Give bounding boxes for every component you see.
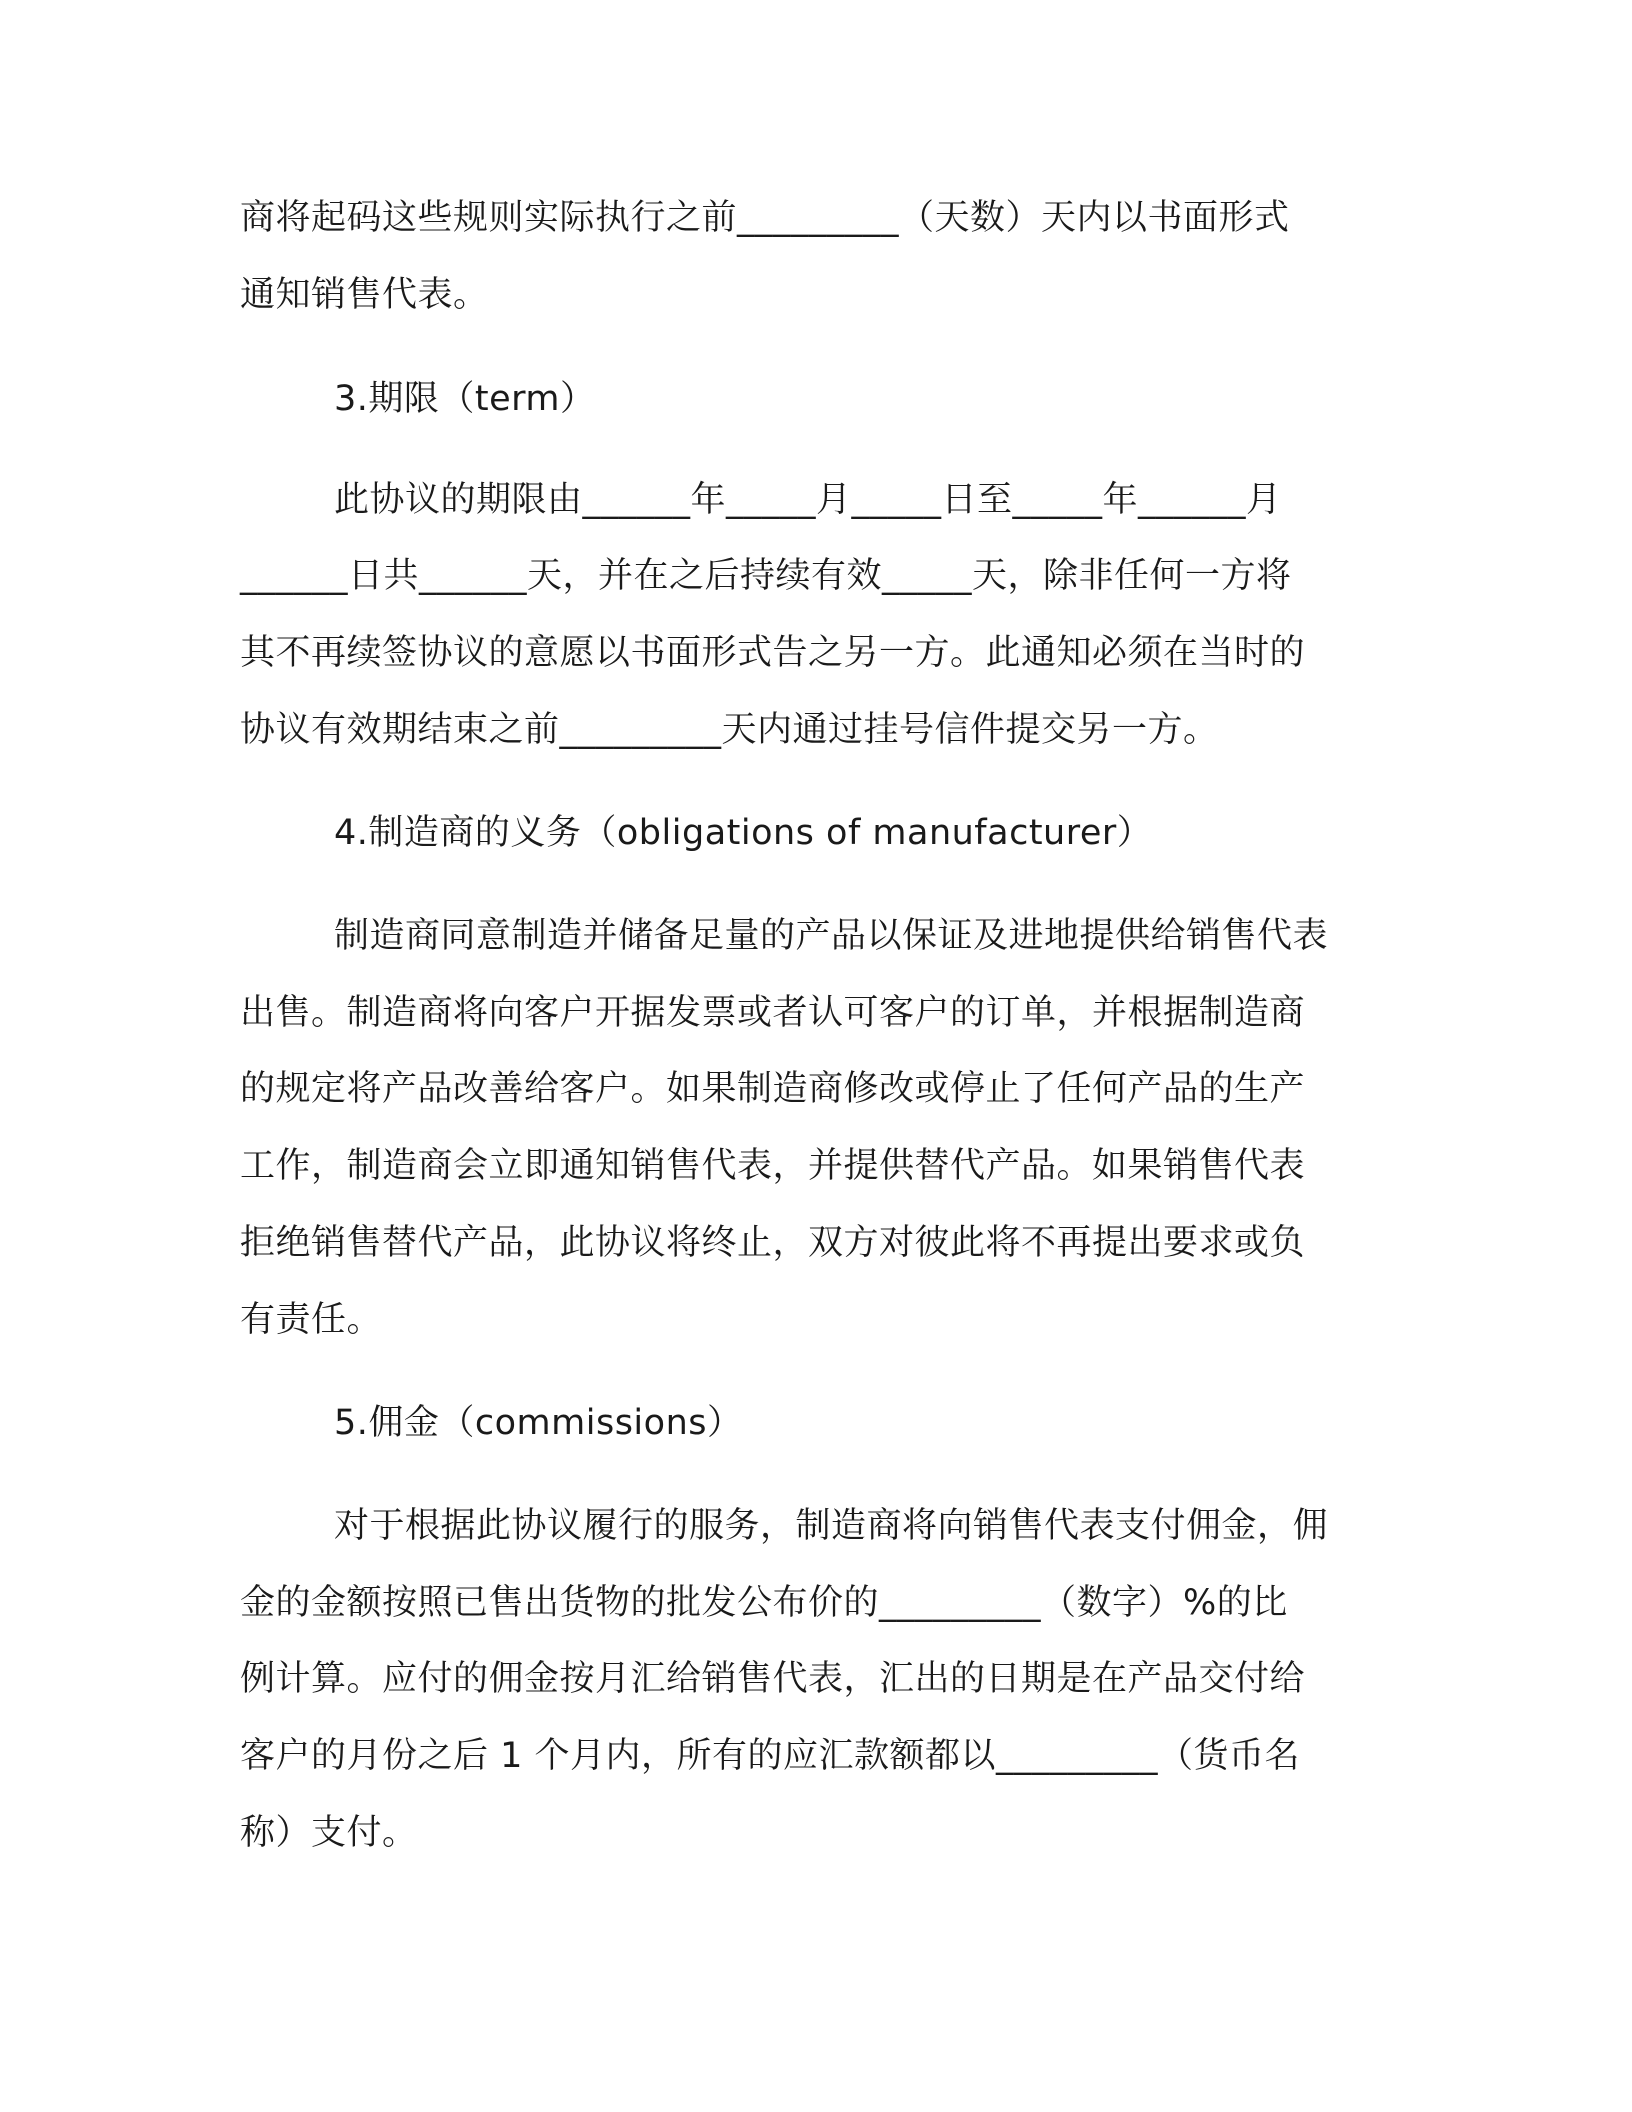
section-heading-commissions: 5.佣金（commissions） xyxy=(334,1403,743,1443)
section-heading-term: 3.期限（term） xyxy=(334,379,596,419)
paragraph-line: 制造商同意制造并储备足量的产品以保证及进地提供给销售代表 xyxy=(334,916,1329,956)
paragraph-line: 有责任。 xyxy=(240,1300,383,1340)
paragraph-line: 商将起码这些规则实际执行之前_________（天数）天内以书面形式 xyxy=(240,198,1290,238)
paragraph-line: 对于根据此协议履行的服务，制造商将向销售代表支付佣金，佣 xyxy=(334,1506,1329,1546)
paragraph-line: 其不再续签协议的意愿以书面形式告之另一方。此通知必须在当时的 xyxy=(240,633,1306,673)
paragraph-line: 拒绝销售替代产品，此协议将终止，双方对彼此将不再提出要求或负 xyxy=(240,1223,1306,1263)
paragraph-line: 金的金额按照已售出货物的批发公布价的_________（数字）%的比 xyxy=(240,1583,1288,1623)
section-heading-obligations: 4.制造商的义务（obligations of manufacturer） xyxy=(334,813,1153,853)
paragraph-line: 此协议的期限由______年_____月_____日至_____年______月 xyxy=(334,480,1282,520)
paragraph-line: ______日共______天，并在之后持续有效_____天，除非任何一方将 xyxy=(240,556,1292,596)
paragraph-line: 客户的月份之后 1 个月内，所有的应汇款额都以_________（货币名 xyxy=(240,1736,1301,1776)
paragraph-line: 的规定将产品改善给客户。如果制造商修改或停止了任何产品的生产 xyxy=(240,1069,1306,1109)
paragraph-line: 称）支付。 xyxy=(240,1813,418,1853)
paragraph-line: 例计算。应付的佣金按月汇给销售代表，汇出的日期是在产品交付给 xyxy=(240,1659,1306,1699)
paragraph-line: 工作，制造商会立即通知销售代表，并提供替代产品。如果销售代表 xyxy=(240,1146,1306,1186)
paragraph-line: 协议有效期结束之前_________天内通过挂号信件提交另一方。 xyxy=(240,710,1219,750)
paragraph-line: 通知销售代表。 xyxy=(240,275,489,315)
paragraph-line: 出售。制造商将向客户开据发票或者认可客户的订单，并根据制造商 xyxy=(240,993,1306,1033)
